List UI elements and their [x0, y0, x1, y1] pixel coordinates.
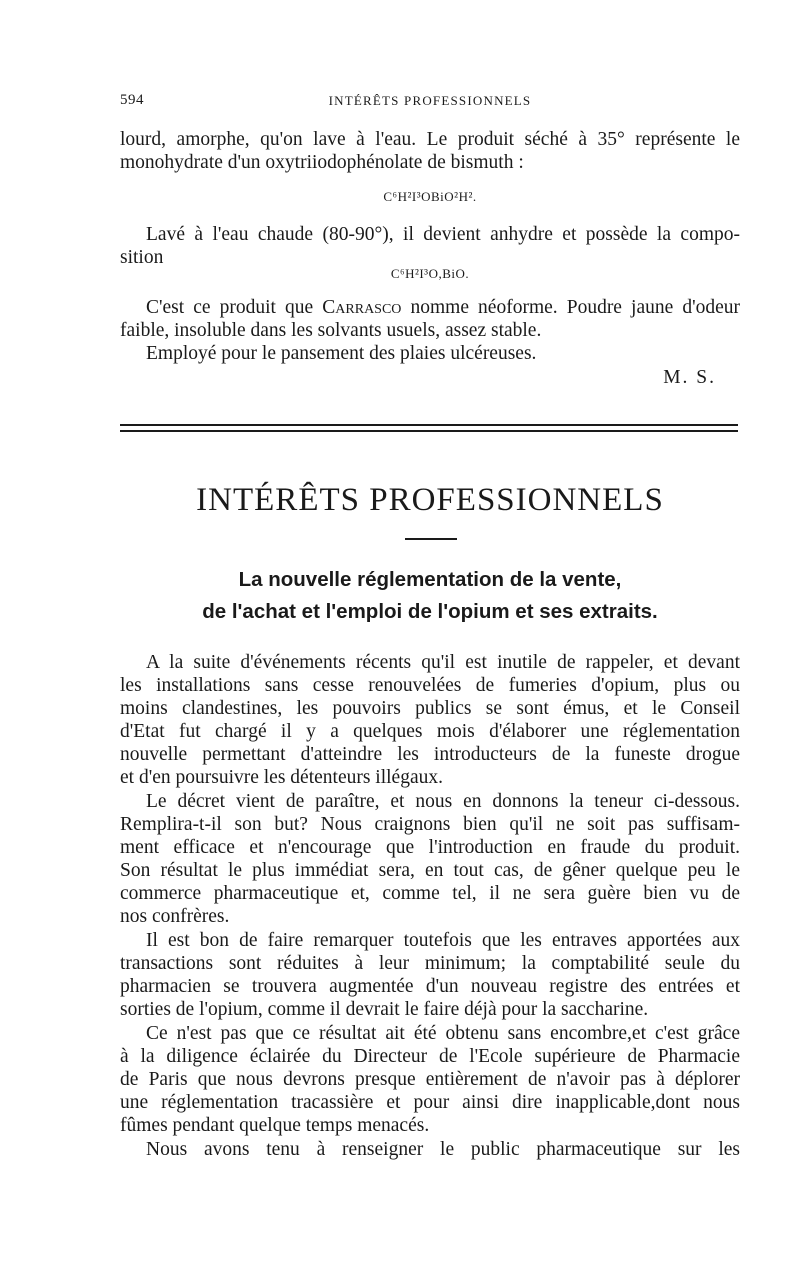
body-paragraph-1: [120, 651, 740, 789]
text-line: pharmacien se trouvera augmentée d'un nouveau registre des entrées et: [120, 976, 740, 997]
text-line: à la diligence éclairée du Directeur de l'Ecole supérieure de Pharmacie: [120, 1046, 740, 1067]
body-paragraph-2: [120, 790, 740, 928]
text-line: sition: [120, 247, 164, 268]
text-line: Il est bon de faire remarquer toutefois que les entraves apportées aux: [146, 930, 740, 951]
top-text-block-1: [120, 128, 740, 174]
chemical-formula-1: C⁶H²I³OBiO²H².: [383, 189, 477, 204]
text-line: commerce pharmaceutique et, comme tel, il ne sera guère bien vu de: [120, 883, 740, 904]
text-line: faible, insoluble dans les solvants usuels, assez stable.: [120, 320, 542, 341]
chemical-formula-2: C⁶H²I³O,BiO.: [390, 266, 470, 281]
author-name: Carrasco: [322, 297, 402, 318]
text-line: transactions sont réduites à leur minimum; la comptabilité seule du: [120, 953, 740, 974]
section-title: INTÉRÊTS PROFESSIONNELS: [196, 482, 664, 518]
text-line: lourd, amorphe, qu'on lave à l'eau. Le produit séché à 35° représente le: [120, 129, 740, 150]
text-line: Employé pour le pansement des plaies ulcéreuses.: [146, 343, 537, 364]
text-line: Lavé à l'eau chaude (80-90°), il devient anhydre et possède la compo-: [146, 224, 740, 245]
running-head-title: INTÉRÊTS PROFESSIONNELS: [328, 93, 532, 108]
article-subtitle-line-2: de l'achat et l'emploi de l'opium et ses extraits.: [202, 600, 658, 623]
text-line: nos confrères.: [120, 906, 230, 927]
text-line: Son résultat le plus immédiat sera, en tout cas, de gêner quelque peu le: [120, 860, 740, 881]
text-line: ment efficace et n'encourage que l'introduction en fraude du produit.: [120, 837, 740, 858]
text-line: et d'en poursuivre les détenteurs illégaux.: [120, 767, 443, 788]
text-line: fûmes pendant quelque temps menacés.: [120, 1115, 430, 1136]
text-line: moins clandestines, les pouvoirs publics se sont émus, et le Conseil: [120, 698, 740, 719]
article-subtitle-line-1: La nouvelle réglementation de la vente,: [238, 568, 622, 591]
page-number: 594: [120, 92, 144, 108]
text-line: Le décret vient de paraître, et nous en donnons la teneur ci-dessous.: [146, 791, 740, 812]
signature: M. S.: [663, 367, 716, 388]
text-line-with-author: C'est ce produit que Carrasco nomme néoforme. Poudre jaune d'odeur: [146, 297, 741, 318]
body-paragraph-5: [120, 1138, 740, 1161]
body-paragraph-4: [120, 1022, 740, 1137]
divider-rule-top: [120, 424, 738, 426]
text-line: Nous avons tenu à renseigner le public pharmaceutique sur les: [146, 1139, 740, 1160]
text-line: les installations sans cesse renouvelées de fumeries d'opium, plus ou: [120, 675, 740, 696]
top-text-block-3: [120, 296, 740, 365]
text-line: d'Etat fut chargé il y a quelques mois d'élaborer une réglementation: [120, 721, 740, 742]
body-paragraph-3: [120, 929, 740, 1021]
title-rule: [405, 538, 457, 540]
divider-rule-bottom: [120, 430, 738, 432]
text-line: une réglementation tracassière et pour ainsi dire inapplicable,dont nous: [120, 1092, 740, 1113]
running-head: [120, 92, 740, 114]
text-line: sorties de l'opium, comme il devrait le faire déjà pour la saccharine.: [120, 999, 649, 1020]
top-text-block-2: [120, 223, 740, 269]
text-line: A la suite d'événements récents qu'il est inutile de rappeler, et devant: [146, 652, 740, 673]
text-line: Ce n'est pas que ce résultat ait été obtenu sans encombre,et c'est grâce: [146, 1023, 740, 1044]
text-line: Remplira-t-il son but? Nous craignons bien qu'il ne soit pas suffisam-: [120, 814, 740, 835]
text-line: monohydrate d'un oxytriiodophénolate de bismuth :: [120, 152, 524, 173]
text-line: de Paris que nous devrons presque entièrement de n'avoir pas à déplorer: [120, 1069, 740, 1090]
text-line: nouvelle permettant d'atteindre les introducteurs de la funeste drogue: [120, 744, 740, 765]
